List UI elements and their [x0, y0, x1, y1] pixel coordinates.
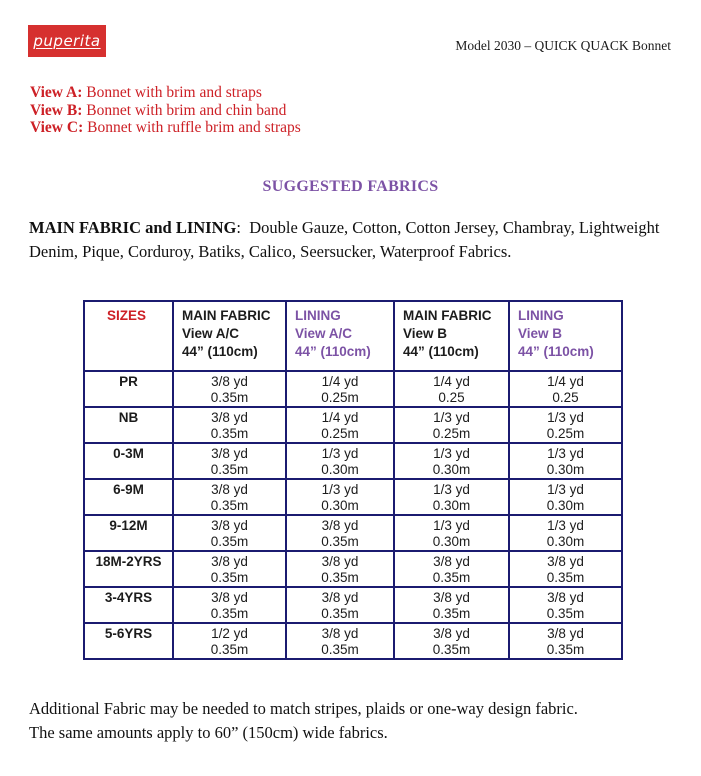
header-line: View B	[518, 326, 563, 341]
amount-line: 1/3 yd	[547, 410, 584, 425]
amount-line: 0.25m	[546, 426, 585, 441]
column-header-sizes	[84, 301, 173, 371]
fabric-amount-cell	[394, 587, 509, 623]
size-cell: 3-4YRS	[84, 587, 173, 623]
size-cell: 0-3M	[84, 443, 173, 479]
fabric-amount-cell	[286, 515, 394, 551]
amount-line: 0.35m	[210, 570, 249, 585]
puperita-logo	[28, 25, 106, 57]
view-b-line	[30, 102, 301, 120]
amount-line: 1/2 yd	[211, 626, 248, 641]
amount-line: 0.35m	[210, 426, 249, 441]
amount-line: 3/8 yd	[547, 626, 584, 641]
header-line: LINING	[295, 308, 341, 323]
header-line: SIZES	[106, 308, 146, 323]
fabric-requirements-table	[83, 300, 623, 660]
size-cell: 9-12M	[84, 515, 173, 551]
fabric-amount-cell	[394, 551, 509, 587]
amount-line: 3/8 yd	[211, 482, 248, 497]
table-header-row	[84, 301, 622, 371]
amount-line: 1/4 yd	[547, 374, 584, 389]
logo-text: puperita	[33, 32, 101, 50]
amount-line: 0.35m	[210, 498, 249, 513]
size-cell: 6-9M	[84, 479, 173, 515]
amount-line: 1/3 yd	[433, 446, 470, 461]
header-line: View A/C	[182, 326, 240, 341]
amount-line: 0.25m	[321, 426, 359, 441]
views-list	[30, 84, 301, 137]
amount-line: 0.30m	[321, 462, 359, 477]
fabric-amount-cell	[173, 443, 286, 479]
amount-line: 3/8 yd	[547, 554, 584, 569]
amount-line: 3/8 yd	[211, 590, 248, 605]
header-line: MAIN FABRIC	[403, 308, 492, 323]
amount-line: 1/3 yd	[321, 482, 359, 497]
size-cell: PR	[84, 371, 173, 407]
amount-line: 0.25	[552, 390, 579, 405]
amount-line: 1/3 yd	[433, 482, 470, 497]
view-c-desc: Bonnet with ruffle brim and straps	[83, 119, 301, 136]
fabric-amount-cell	[286, 371, 394, 407]
fabric-amount-cell	[286, 623, 394, 659]
amount-line: 0.30m	[432, 498, 471, 513]
table-row	[84, 623, 622, 659]
amount-line: 0.35m	[321, 570, 359, 585]
fabric-amount-cell	[286, 587, 394, 623]
fabrics-lead-bold: MAIN FABRIC and LINING	[29, 218, 237, 237]
amount-line: 0.35m	[546, 570, 585, 585]
amount-line: 0.25m	[321, 390, 359, 405]
amount-line: 0.30m	[546, 534, 585, 549]
footer-line-1: Additional Fabric may be needed to match stripes, plaids or one-way design fabric.	[29, 699, 578, 718]
amount-line: 0.30m	[546, 462, 585, 477]
amount-line: 3/8 yd	[321, 518, 359, 533]
fabric-amount-cell	[173, 479, 286, 515]
amount-line: 0.35m	[210, 534, 249, 549]
amount-line: 3/8 yd	[211, 410, 248, 425]
amount-line: 1/3 yd	[433, 410, 470, 425]
fabric-amount-cell	[173, 371, 286, 407]
fabric-amount-cell	[173, 551, 286, 587]
column-header-1	[173, 301, 286, 371]
fabrics-lead-paragraph	[29, 216, 677, 264]
fabric-amount-cell	[286, 407, 394, 443]
amount-line: 0.35m	[210, 642, 249, 657]
amount-line: 1/4 yd	[321, 374, 359, 389]
fabric-amount-cell	[394, 623, 509, 659]
amount-line: 1/3 yd	[433, 518, 470, 533]
fabric-amount-cell	[286, 479, 394, 515]
amount-line: 0.30m	[432, 534, 471, 549]
column-header-4	[509, 301, 622, 371]
header-line: View A/C	[295, 326, 353, 341]
column-header-3	[394, 301, 509, 371]
header-line: 44” (110cm)	[182, 344, 258, 359]
fabric-amount-cell	[509, 515, 622, 551]
suggested-fabrics-heading: SUGGESTED FABRICS	[262, 178, 439, 195]
footer-note	[29, 697, 689, 744]
amount-line: 0.35m	[210, 390, 249, 405]
amount-line: 3/8 yd	[433, 626, 470, 641]
amount-line: 0.35m	[546, 606, 585, 621]
fabric-amount-cell	[173, 515, 286, 551]
view-c-label: View C:	[30, 119, 84, 136]
amount-line: 1/3 yd	[547, 518, 584, 533]
amount-line: 0.35m	[210, 606, 249, 621]
amount-line: 3/8 yd	[321, 626, 359, 641]
view-b-label: View B:	[30, 101, 83, 119]
fabric-amount-cell	[509, 479, 622, 515]
view-a-label: View A:	[30, 84, 83, 101]
table-row	[84, 587, 622, 623]
amount-line: 3/8 yd	[211, 554, 248, 569]
view-a-line	[30, 84, 301, 102]
header-line: 44” (110cm)	[295, 344, 371, 359]
fabric-amount-cell	[509, 551, 622, 587]
header-line: 44” (110cm)	[403, 344, 479, 359]
table-row	[84, 479, 622, 515]
amount-line: 0.35m	[432, 642, 471, 657]
amount-line: 0.35m	[432, 606, 471, 621]
amount-line: 1/3 yd	[547, 482, 584, 497]
fabric-amount-cell	[509, 587, 622, 623]
table-row	[84, 515, 622, 551]
size-cell: NB	[84, 407, 173, 443]
amount-line: 0.35m	[546, 642, 585, 657]
fabric-amount-cell	[286, 551, 394, 587]
size-cell: 5-6YRS	[84, 623, 173, 659]
fabric-amount-cell	[173, 407, 286, 443]
amount-line: 3/8 yd	[433, 590, 470, 605]
fabrics-lead-rest: : Double Gauze, Cotton, Cotton Jersey, Chambray, Lightweight Denim, Pique, Corduroy, Batiks, Calico, Seersucker, Waterproof Fabrics.	[29, 218, 664, 261]
fabric-amount-cell	[173, 623, 286, 659]
amount-line: 0.25m	[432, 426, 471, 441]
amount-line: 0.30m	[432, 462, 471, 477]
fabric-amount-cell	[509, 623, 622, 659]
table-row	[84, 551, 622, 587]
amount-line: 0.35m	[432, 570, 471, 585]
model-title: Model 2030 – QUICK QUACK Bonnet	[455, 38, 671, 53]
amount-line: 0.35m	[321, 642, 359, 657]
footer-line-2: The same amounts apply to 60” (150cm) wide fabrics.	[29, 722, 388, 742]
fabric-amount-cell	[394, 479, 509, 515]
fabric-amount-cell	[173, 587, 286, 623]
amount-line: 1/4 yd	[433, 374, 470, 389]
amount-line: 0.30m	[546, 498, 585, 513]
amount-line: 3/8 yd	[211, 518, 248, 533]
fabric-amount-cell	[394, 371, 509, 407]
fabric-amount-cell	[509, 443, 622, 479]
fabric-amount-cell	[394, 407, 509, 443]
header-line: LINING	[518, 308, 564, 323]
amount-line: 0.35m	[321, 606, 359, 621]
header-line: MAIN FABRIC	[182, 308, 271, 323]
fabric-amount-cell	[509, 371, 622, 407]
amount-line: 0.25	[438, 390, 465, 405]
amount-line: 3/8 yd	[321, 590, 359, 605]
amount-line: 1/4 yd	[321, 410, 359, 425]
view-a-desc: Bonnet with brim and straps	[82, 84, 262, 101]
view-c-line	[30, 119, 301, 137]
fabric-amount-cell	[509, 407, 622, 443]
fabric-amount-cell	[394, 443, 509, 479]
header-line: View B	[403, 326, 448, 341]
view-b-desc: Bonnet with brim and chin band	[82, 101, 287, 119]
amount-line: 3/8 yd	[321, 554, 359, 569]
fabric-amount-cell	[394, 515, 509, 551]
amount-line: 0.30m	[321, 498, 359, 513]
amount-line: 3/8 yd	[211, 446, 248, 461]
amount-line: 3/8 yd	[547, 590, 584, 605]
amount-line: 0.35m	[210, 462, 249, 477]
fabric-amount-cell	[286, 443, 394, 479]
column-header-2	[286, 301, 394, 371]
amount-line: 1/3 yd	[547, 446, 584, 461]
amount-line: 0.35m	[321, 534, 359, 549]
table-row	[84, 371, 622, 407]
amount-line: 3/8 yd	[433, 554, 470, 569]
amount-line: 3/8 yd	[211, 374, 248, 389]
header-line: 44” (110cm)	[518, 344, 594, 359]
size-cell: 18M-2YRS	[84, 551, 173, 587]
table-row	[84, 407, 622, 443]
table-row	[84, 443, 622, 479]
amount-line: 1/3 yd	[321, 446, 359, 461]
